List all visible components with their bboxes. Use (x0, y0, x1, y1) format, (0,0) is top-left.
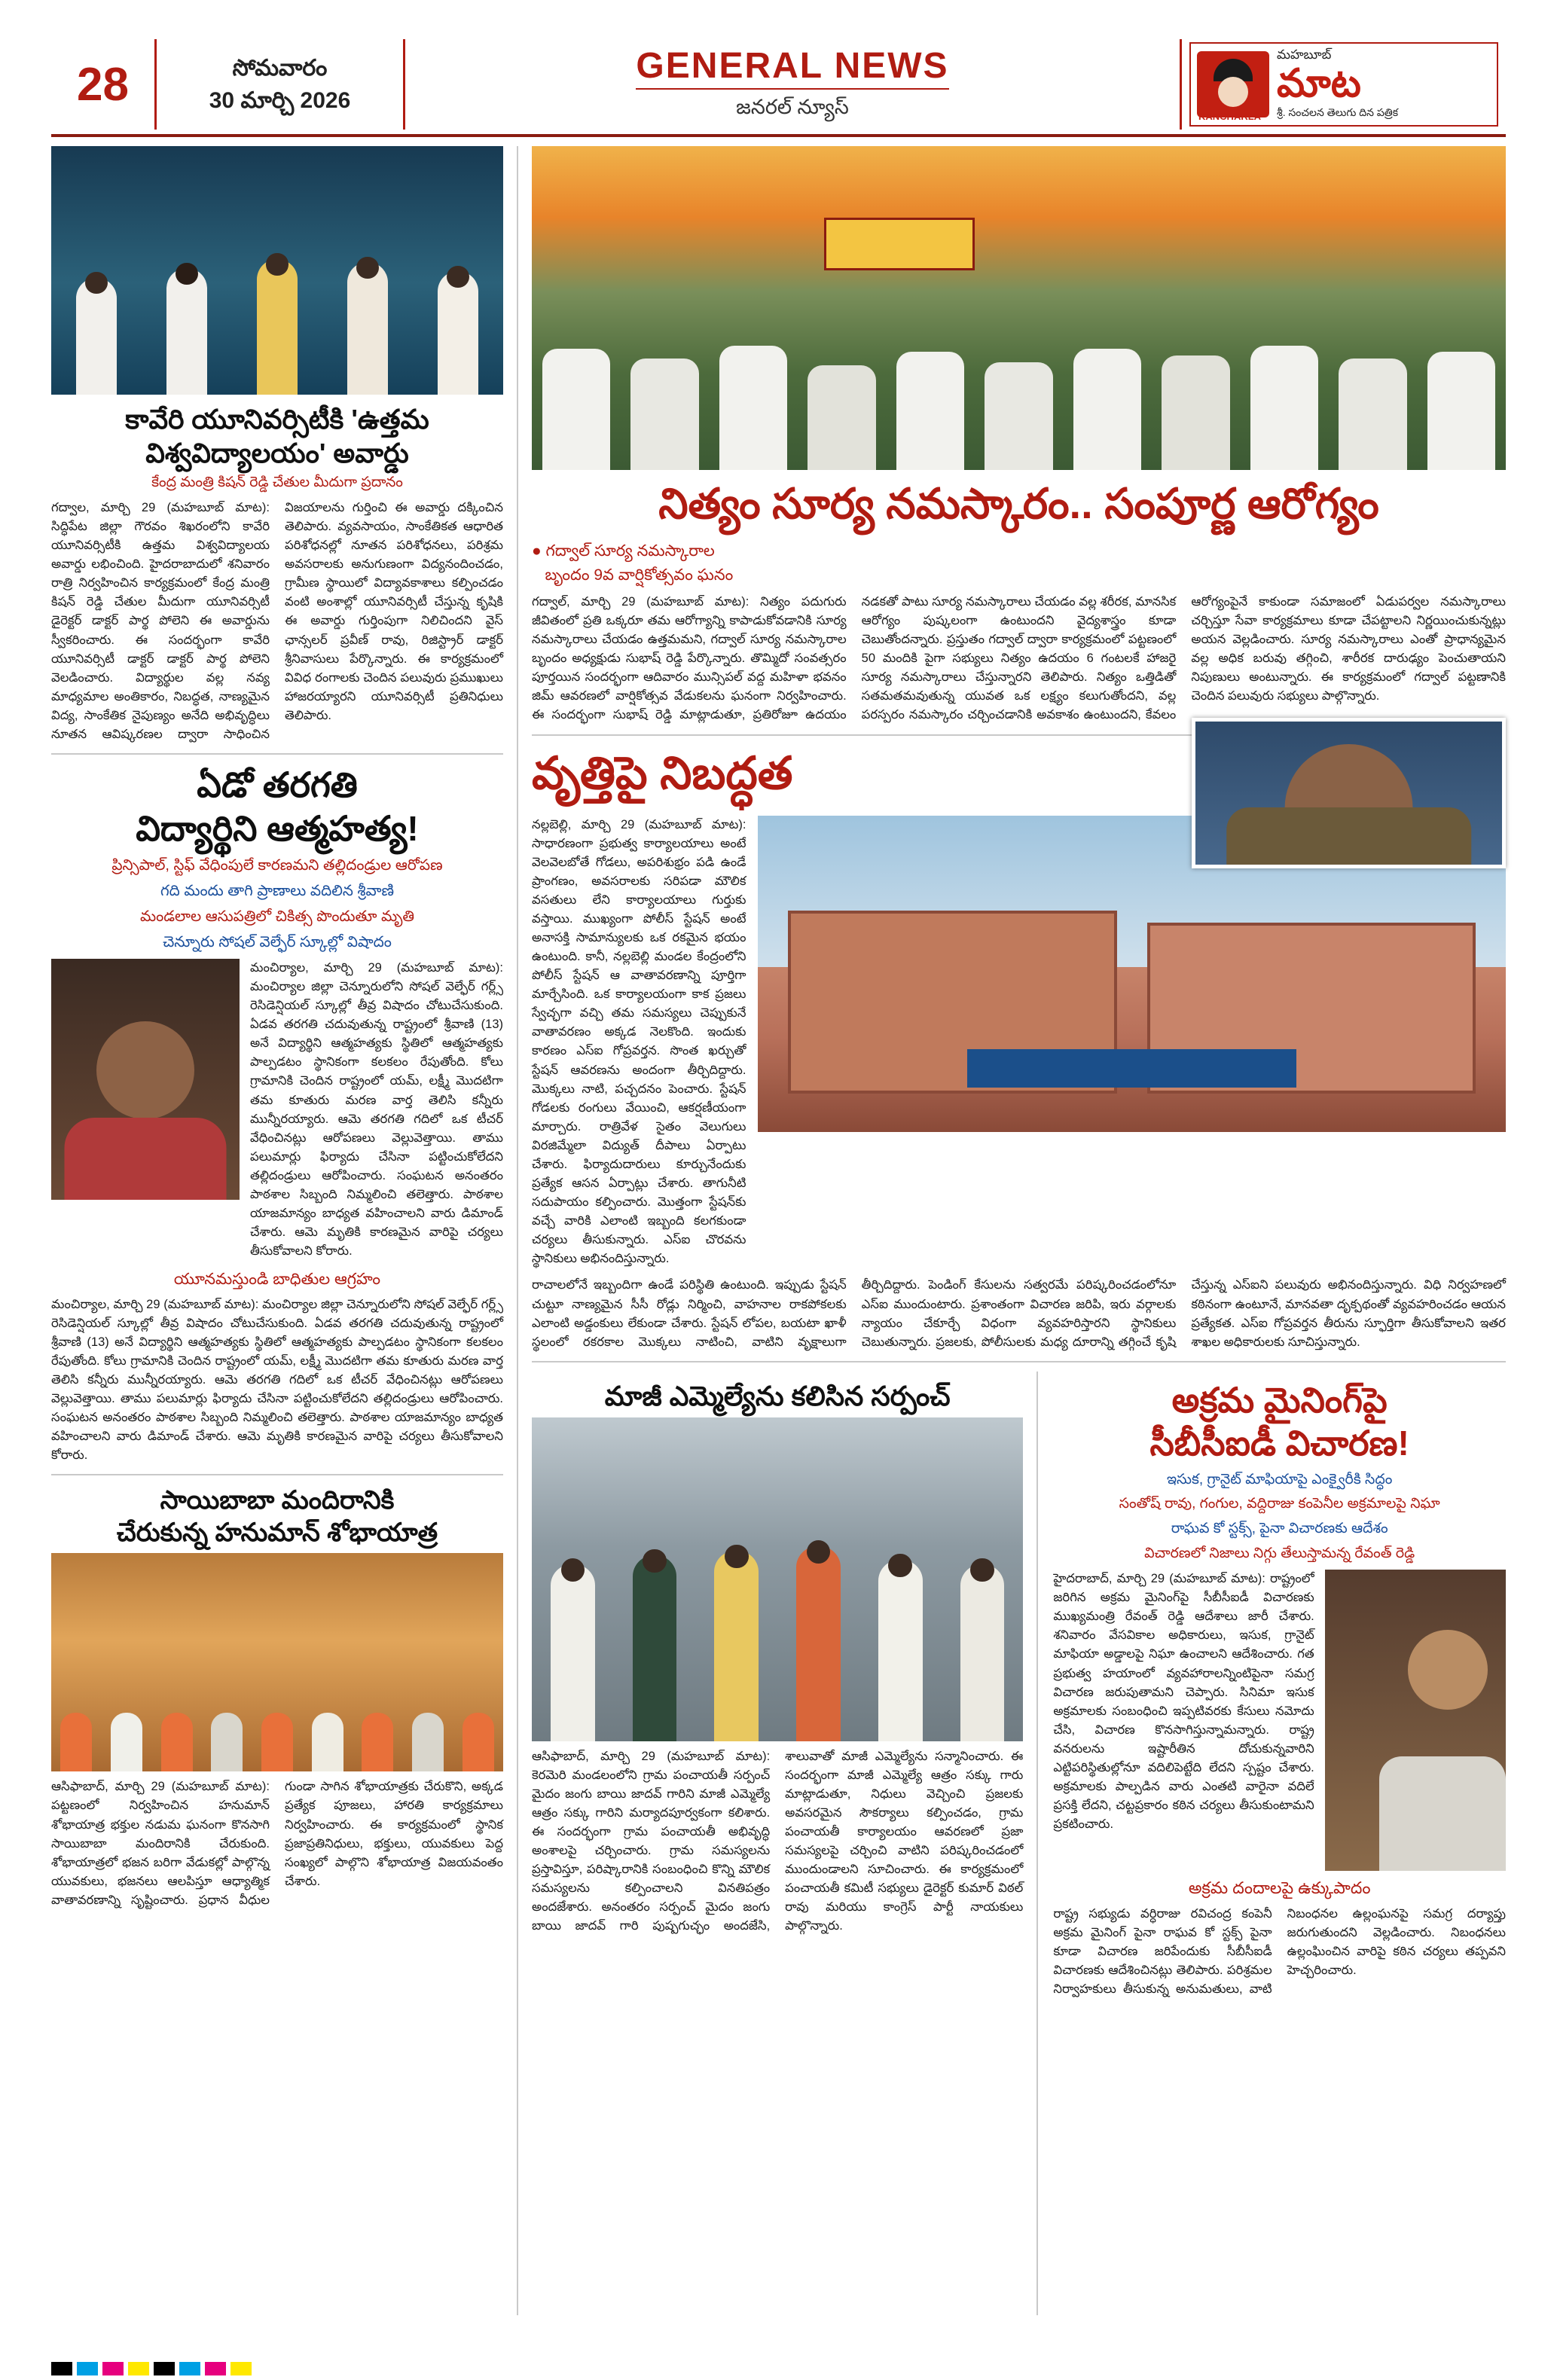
publication-date (157, 39, 405, 130)
duty-body-col1: నల్లబెల్లి, మార్చి 29 (మహబూబ్ మాట): సాధారణంగా ప్రభుత్వ కార్యాలయాలు అంటే వెలవెలబోతే గోడలు, అపరిశుభ్రం పడి ఉండే ప్రాంగణం, అవసరాలకు సరిపడా మౌలిక వసతులు లేని కార్యాలయాలు గుర్తుకు వస్తాయి. ముఖ్యంగా పోలీస్ స్టేషన్ అంటే అనాసక్తి సామాన్యులకు ఒక రకమైన భయం ఉంటుంది. కానీ, నల్లబెల్లి మండల కేంద్రంలోని పోలీస్ స్టేషన్ ఆ వాతావరణాన్ని పూర్తిగా మార్చేసింది. ఒక కార్యాలయంగా కాక ప్రజలు స్వేచ్ఛగా వచ్చి తమ సమస్యలు చెప్పుకునే వాతావరణం అక్కడ నెలకొంది. ఇందుకు కారణం ఎస్ఐ గోప్రవర్తన. సొంత ఖర్చుతో స్టేషన్ ఆవరణను అందంగా తీర్చిదిద్దారు. మొక్కలు నాటి, పచ్చదనం పెంచారు. స్టేషన్ గోడలకు రంగులు వేయించి, ఆకర్షణీయంగా మార్చారు. రాత్రివేళ సైతం వెలుగులు విరజిమ్మేలా విద్యుత్ దీపాలు ఏర్పాటు చేశారు. ఫిర్యాదుదారులు కూర్చునేందుకు ప్రత్యేక ఆసన ఏర్పాట్లు చేశారు. తాగునీటి సదుపాయం కల్పించారు. మొత్తంగా స్టేషన్‌కు వచ్చే వారికి ఎలాంటి ఇబ్బంది కలగకుండా చర్యలు తీసుకున్నారు. ఎస్ఐ చొరవను స్థానికులు అభినందిస్తున్నారు. (532, 817, 746, 1266)
hanuman-photo (51, 1553, 503, 1771)
hanuman-headline (51, 1484, 503, 1549)
sarpanch-headline: మాజీ ఎమ్మెల్యేను కలిసిన సర్పంచ్ (604, 1380, 951, 1411)
hanuman-body: ఆసిఫాబాద్, మార్చి 29 (మహబూబ్ మాట): పట్టణంలో నిర్వహించిన హనుమాన్ శోభాయాత్ర భక్తుల నడుమ ఘనంగా కొనసాగి సాయిబాబా మందిరానికి చేరుకుంది. శోభాయాత్రలో భజన బరిగా వేడుకల్లో పాల్గొన్న యువకులు, భజనలు ఆలపిస్తూ ఆధ్యాత్మిక వాతావరణాన్ని సృష్టించారు. ప్రధాన వీధుల గుండా సాగిన శోభాయాత్రకు చేరుకొని, అక్కడ ప్రత్యేక పూజలు, హారతి కార్యక్రమాలు నిర్వహించారు. ఈ కార్యక్రమంలో స్థానిక ప్రజాప్రతినిధులు, భక్తులు, యువకులు పెద్ద సంఖ్యలో పాల్గొని శోభాయాత్ర విజయవంతం చేశారు. (51, 1780, 503, 1907)
suicide-kicker-2: గది మందు తాగి ప్రాణాలు వదిలిన శ్రీవాణి (160, 883, 394, 900)
suicide-headline-line2: విద్యార్థిని ఆత్మహత్య! (136, 808, 419, 848)
column-left (51, 146, 518, 2315)
suicide-kicker-4: చెన్నూరు సోషల్ వెల్ఫేర్ స్కూల్లో విషాదం (163, 934, 392, 951)
logo-subtitle: శ్రీ. సంచలన తెలుగు దిన పత్రిక (1277, 105, 1399, 118)
masthead (51, 39, 1506, 137)
duty-body-rest: రాచాలలోనే ఇబ్బందిగా ఉండే పరిస్థితి ఉంటుంది. ఇప్పుడు స్టేషన్ చుట్టూ నాణ్యమైన సీసీ రోడ్లు నిర్మించి, వాహనాల రాకపోకలకు ఎలాంటి అడ్డంకులు లేకుండా చేశారు. స్టేషన్ లోపల, బయటా ఖాళీ స్థలంలో రకరకాల మొక్కలు నాటించి, వాటిని వృక్షాలుగా తీర్చిదిద్దారు. పెండింగ్ కేసులను సత్వరమే పరిష్కరించడంలోనూ ఎస్ఐ ముందుంటారు. ప్రశాంతంగా విచారణ జరిపి, ఇరు వర్గాలకు న్యాయం చేకూర్చే విధంగా వ్యవహరిస్తారని స్థానికులు చెబుతున్నారు. ప్రజలకు, పోలీసులకు మధ్య దూరాన్ని తగ్గించే కృషి చేస్తున్న ఎస్ఐని పలువురు అభినందిస్తున్నారు. విధి నిర్వహణలో కఠినంగా ఉంటూనే, మానవతా దృక్పథంతో వ్యవహరించడం ఆయన ప్రత్యేకత. ఎస్ఐ గోప్రవర్తన తీరును స్ఫూర్తిగా తీసుకోవాలని ఇతర శాఖల అధికారులకు సూచిస్తున్నారు. (532, 1278, 1506, 1349)
award-photo (51, 146, 503, 395)
logo-face-icon (1197, 51, 1269, 117)
yoga-bullet-2: బృందం 9వ వార్షికోత్సవం ఘనం (545, 566, 734, 584)
victim-photo (51, 959, 240, 1200)
sarpanch-body: ఆసిఫాబాద్, మార్చి 29 (మహబూబ్ మాట): కెరమెరి మండలంలోని గ్రామ పంచాయతీ సర్పంచ్ మైదం జంగు బాయి జాదవ్ గారిని మాజీ ఎమ్మెల్యే ఆత్రం సక్కు గారిని మర్యాదపూర్వకంగా కలిశారు. ఈ సందర్భంగా గ్రామ పంచాయతీ అభివృద్ధి అంశాలపై చర్చించారు. గ్రామ సమస్యలను ప్రస్తావిస్తూ, పరిష్కారానికి సంబంధించి కొన్ని మౌలిక సమస్యలను కల్పించాలని వినతిపత్రం అందజేశారు. అనంతరం సర్పంచ్ మైదం జంగు బాయి జాదవ్ గారి పుష్పగుచ్ఛం అందజేసి, శాలువాతో మాజీ ఎమ్మెల్యేను సన్మానించారు. ఈ సందర్భంగా మాజీ ఎమ్మెల్యే ఆత్రం సక్కు గారు మాట్లాడుతూ, నిధులు వెచ్చించి ప్రజలకు అవసరమైన సౌకర్యాలు కల్పించడం, గ్రామ పంచాయతీ కార్యాలయం ఆవరణలో ప్రజా సమస్యలపై చర్చించి వాటిని పరిష్కరించడంలో ముందుండాలని సూచించారు. ఈ కార్యక్రమంలో పంచాయతీ కమిటీ సభ్యులు డైరెక్టర్ కుమార్ విఠల్ రావు మరియు కాంగ్రెస్ పార్టీ నాయకులు పాల్గొన్నారు. (532, 1749, 1024, 1933)
column-right-area: నిత్యం సూర్య నమస్కారం.. సంపూర్ణ ఆరోగ్యం ● గద్వాల్ సూర్య నమస్కారాల బృందం 9వ వార్షికోత్సవం ఘనం గద్వాల్, మార్చి 29 (మహబూబ్ మాట): నిత్యం పదుగురు జీవితంలో ప్రతి ఒక్కరూ తమ ఆరోగ్యాన్ని కాపాడుకోవడానికి సూర్య నమస్కారాలు చేయడం ఉత్తమమని, గద్వాల్ సూర్య నమస్కారాల బృందం అధ్యక్షుడు సుభాష్ రెడ్డి పేర్కొన్నారు. తొమ్మిదో సంవత్సరం పూర్తయిన సందర్భంగా ఆదివారం మున్సిపల్ వద్ద మహిళా భవనం జిమ్ ఆవరణలో వార్షికోత్సవ వేడుకలను ఘనంగా నిర్వహించారు. ఈ సందర్భంగా సుభాష్ రెడ్డి మాట్లాడుతూ, ప్రతిరోజూ ఉదయం నడకతో పాటు సూర్య నమస్కారాలు చేయడం వల్ల శరీరక, మానసిక ఆరోగ్యం పుష్కలంగా ఉంటుందని వైద్యశాస్త్రం కూడా చెబుతోందన్నారు. ప్రస్తుతం గద్వాల్ ద్వారా కార్యక్రమంలో పట్టణంలో 50 మందికి పైగా సభ్యులు నిత్యం ఉదయం 6 గంటలకే హాజరై సూర్య నమస్కారాలు చేస్తున్నారని తెలిపారు. నిత్యం ఒత్తిడితో సతమతమవుతున్న యువత ఒక లక్ష్యం కలుగుతోందని, వల్ల పరస్పరం నమస్కారం చర్చించడానికి అవకాశం ఉంటుందని, కేవలం ఆరోగ్యంపైనే కాకుండా సమాజంలో ఏడుపర్వల నమస్కారాలు చర్చిస్తూ సేవా కార్యక్రమాలు కూడా చేపట్టాలని నిర్ణయించుకున్నట్లు అయన వెల్లడించారు. సూర్య నమస్కారాలు ఎంతో ప్రాధాన్యమైన వల్ల అధిక బరువు తగ్గించి, శారీరక దారుఢ్యం పెంచుతాయని నిపుణులు అంటున్నారు. ఈ కార్యక్రమంలో గద్వాల్ పట్టణానికి చెందిన పలువురు సభ్యులు పాల్గొన్నారు. వృత్తిపై నిబద్ధత నల్లబెల్లి, మార్చి 29 (మహబూబ్ మాట): సాధారణంగా ప్రభుత్వ కార్యాలయాలు అంటే వెలవెలబోతే గోడలు, అపరిశుభ్రం పడి ఉండే ప్రాంగణం, అవసరాలకు సరిపడా మౌలిక వసతులు లేని కార్యాలయాలు గుర్తుకు వస్తాయి. ముఖ్యంగా పోలీస్ స్టేషన్ అంటే అనాసక్తి సామాన్యులకు ఒక రకమైన భయం ఉంటుంది. కానీ, నల్లబెల్లి మండల కేంద్రంలోని పోలీస్ స్టేషన్ ఆ వాతావరణాన్ని పూర్తిగా మార్చేసింది. ఒక కార్యాలయంగా కాక ప్రజలు స్వేచ్ఛగా వచ్చి తమ సమస్యలు చెప్పుకునే వాతావరణం అక్కడ నెలకొంది. ఇందుకు కారణం ఎస్ఐ గోప్రవర్తన. సొంత ఖర్చుతో స్టేషన్ ఆవరణను అందంగా తీర్చిదిద్దారు. మొక్కలు నాటి, పచ్చదనం పెంచారు. స్టేషన్ గోడలకు రంగులు వేయించి, ఆకర్షణీయంగా మార్చారు. రాత్రివేళ సైతం వెలుగులు విరజిమ్మేలా విద్యుత్ దీపాలు ఏర్పాటు చేశారు. ఫిర్యాదుదారులు కూర్చునేందుకు ప్రత్యేక ఆసన ఏర్పాట్లు చేశారు. తాగునీటి సదుపాయం కల్పించారు. మొత్తంగా స్టేషన్‌కు వచ్చే వారికి ఎలాంటి ఇబ్బంది కలగకుండా చర్యలు తీసుకున్నారు. ఎస్ఐ చొరవను స్థానికులు అభినందిస్తున్నారు. రాచాలలోనే ఇబ్బందిగా ఉండే పరిస్థితి ఉంటుంది. ఇప్పుడు స్టేషన్ చుట్టూ నాణ్యమైన సీసీ రోడ్లు నిర్మించి, వాహనాల రాకపోకలకు ఎలాంటి అడ్డంకులు లేకుండా చేశారు. స్టేషన్ లోపల, బయటా ఖాళీ స్థలంలో రకరకాల మొక్కలు నాటించి, వాటిని వృక్షాలుగా తీర్చిదిద్దారు. పెండింగ్ కేసులను సత్వరమే పరిష్కరించడంలోనూ ఎస్ఐ ముందుంటారు. ప్రశాంతంగా విచారణ జరిపి, ఇరు వర్గాలకు న్యాయం చేకూర్చే విధంగా వ్యవహరిస్తారని స్థానికులు చెబుతున్నారు. ప్రజలకు, పోలీసులకు మధ్య దూరాన్ని తగ్గించే కృషి చేస్తున్న ఎస్ఐని పలువురు అభినందిస్తున్నారు. విధి నిర్వహణలో కఠినంగా ఉంటూనే, మానవతా దృక్పథంతో వ్యవహరించడం ఆయన ప్రత్యేకత. ఎస్ఐ గోప్రవర్తన తీరును స్ఫూర్తిగా తీసుకోవాలని ఇతర శాఖల అధికారులకు సూచిస్తున్నారు. మాజీ ఎమ్మెల్యేను కలిసిన సర్పంచ్ ఆసిఫాబాద్, మార్చి 29 (మహబూబ్ మాట): కెరమెరి మండలంలోని గ్రామ పంచాయతీ సర్పంచ్ మైదం జంగు బాయి జాదవ్ గారిని మాజీ ఎమ్మెల్యే ఆత్రం సక్కు గారిని మర్యాదపూర్వకంగా కలిశారు. ఈ సందర్భంగా గ్రామ పంచాయతీ అభివృద్ధి అంశాలపై చర్చించారు. గ్రామ సమస్యలను ప్రస్తావిస్తూ, పరిష్కారానికి సంబంధించి కొన్ని మౌలిక సమస్యలను కల్పించాలని వినతిపత్రం అందజేశారు. అనంతరం సర్పంచ్ మైదం జంగు బాయి జాదవ్ గారి పుష్పగుచ్ఛం అందజేసి, శాలువాతో మాజీ ఎమ్మెల్యేను సన్మానించారు. ఈ సందర్భంగా మాజీ ఎమ్మెల్యే ఆత్రం సక్కు గారు మాట్లాడుతూ, నిధులు వెచ్చించి ప్రజలకు అవసరమైన సౌకర్యాలు కల్పించడం, గ్రామ పంచాయతీ కార్యాలయం ఆవరణలో ప్రజా సమస్యలపై చర్చించి వాటిని పరిష్కరించడంలో ముందుండాలని సూచించారు. ఈ కార్యక్రమంలో పంచాయతీ కమిటీ సభ్యులు డైరెక్టర్ కుమార్ విఠల్ రావు మరియు కాంగ్రెస్ పార్టీ నాయకులు పాల్గొన్నారు. అక్రమ మైనింగ్‌పై సీబీసీఐడీ విచారణ! ఇసుక, గ్రానైట్ మాఫియాపై ఎంక్వైరీకి సిద్ధం సంతోష్ రావు, గంగుల, వద్దిరాజు కంపెనీల అక్రమాలపై నిఘా రాఘవ కో స్టక్స్, పైనా విచారణకు ఆదేశం విచారణలో నిజాలు నిగ్గు తేలుస్తామన్న రేవంత్ రెడ్డి హైదరాబాద్, మార్చి 29 (మహబూబ్ మాట): రాష్ట్రంలో జరిగిన అక్రమ మైనింగ్‌పై సీబీసీఐడీ విచారణకు ముఖ్యమంత్రి రేవంత్ రెడ్డి ఆదేశాలు జారీ చేశారు. శనివారం వేసవికాల అధికారులు, ఇసుక, గ్రానైట్ మాఫియా అడ్డాలపై నిఘా ఉంచాలని ఆదేశించారు. గత ప్రభుత్వ హయాంలో వ్యవహారాలన్నింటిపైనా సమగ్ర విచారణ జరుపుతామని చెప్పారు. సినిమా ఇసుక అక్రమాలకు సంబంధించి ఇప్పటివరకు కేసులు నమోదు చేసి, విచారణ కొనసాగిస్తున్నామన్నారు. రాష్ట్ర వనరులను ఇష్టారీతిన దోచుకున్నవారిని ఎట్టిపరిస్థితుల్లోనూ వదిలిపెట్టేది లేదని స్పష్టం చేశారు. అక్రమాలకు పాల్పడిన వారు ఎంతటి వారైనా వదిలే ప్రసక్తి లేదని, చట్టప్రకారం కఠిన చర్యలు తీసుకుంటామని ప్రకటించారు. అక్రమ దందాలపై ఉక్కుపాదం రాష్ట్ర సభ్యుడు వర్ధిరాజు రవిచంద్ర కంపెనీ అక్రమ మైనింగ్ పైనా రాఘవ కో స్టక్స్ పైనా కూడా విచారణ జరిపేందుకు సీబీసీఐడీ విచారణకు ఆదేశించినట్లు తెలిపారు. పరిశ్రమల నిర్వాహకులు తీసుకున్న అనుమతులు, వాటి నిబంధనల ఉల్లంఘనపై సమగ్ర దర్యాప్తు జరుగుతుందని వెల్లడించారు. నిబంధనలు ఉల్లంఘించిన వారిపై కఠిన చర్యలు తప్పవని హెచ్చరించారు. (518, 146, 1506, 2315)
suicide-body-part1: మంచిర్యాల, మార్చి 29 (మహబూబ్ మాట): మంచిర్యాల జిల్లా చెన్నూరులోని సోషల్ వెల్ఫేర్ గర్ల్స్ రెసిడెన్షియల్ స్కూల్లో తీవ్ర విషాదం చోటుచేసుకుంది. ఏడవ తరగతి చదువుతున్న రాష్ట్రంలో శ్రీవాణి (13) అనే విద్యార్థిని ఆత్మహత్యకు స్థితిలో ఆత్మహత్యకు పాల్పడటం స్థానికంగా కలకలం రేపుతోంది. కోలు గ్రామానికి చెందిన రాష్ట్రంలో యమ్, లక్ష్మీ మొదటిగా తమ కూతురు మరణ వార్త తెలిసి కన్నీరు మున్నీరయ్యారు. ఆమె తరగతి గదిలో ఒక టీచర్ వేధించినట్లు ఆరోపణలు వెల్లువెత్తాయి. తాము పలుమార్లు ఫిర్యాదు చేసినా పట్టించుకోలేదని తల్లిదండ్రులు ఆరోపించారు. సంఘటన అనంతరం పాఠశాల సిబ్బంది నిమ్మలించి తలెత్తారు. పాఠశాల యాజమాన్యం బాధ్యత వహించాలని వారు డిమాండ్ చేశారు. ఆమె మృతికి కారణమైన వారిపై చర్యలు తీసుకోవాలని కోరారు. (250, 961, 503, 1259)
color-registration-bars (51, 2362, 252, 2375)
mining-kicker-1: ఇసుక, గ్రానైట్ మాఫియాపై ఎంక్వైరీకి సిద్ధం (1166, 1471, 1393, 1488)
suicide-headline-line1: ఏడో తరగతి (197, 765, 358, 805)
officer-photo (1192, 718, 1506, 868)
date-label: 30 మార్చి 2026 (209, 88, 351, 113)
award-subhead: కేంద్ర మంత్రి కిషన్ రెడ్డి చేతుల మీదుగా ప్రదానం (151, 474, 403, 490)
logo-top-text: మహబూబ్ (1277, 47, 1332, 63)
weekday-label: సోమవారం (232, 55, 328, 81)
suicide-subsection-title: యూనమస్తుండి బాధితుల ఆగ్రహం (173, 1271, 381, 1289)
suicide-headline (51, 764, 503, 850)
logo-main-text: మాట (1277, 62, 1361, 106)
mining-subhead: అక్రమ దందాలపై ఉక్కుపాదం (1188, 1878, 1371, 1898)
yoga-bullet-1: గద్వాల్ సూర్య నమస్కారాల (545, 542, 715, 560)
mining-headline (1053, 1379, 1506, 1466)
duty-headline: వృత్తిపై నిబద్ధత (532, 747, 793, 798)
section-title (405, 39, 1182, 130)
award-body: గద్వాల, మార్చి 29 (మహబూబ్ మాట): సిద్ధిపేట జిల్లా గౌరవం శిఖరంలోని కావేరి యూనివర్సిటీకి ఉత్తమ విశ్వవిద్యాలయ అవార్డు లభించింది. హైదరాబాదులో శనివారం రాత్రి నిర్వహించిన కార్యక్రమంలో కేంద్ర మంత్రి కిషన్ రెడ్డి చేతుల మీదుగా యూనివర్సిటీ డైరెక్టర్ డాక్టర్ పార్థ పోలెని ఈ అవార్డును స్వీకరించారు. ఈ సందర్భంగా కావేరి యూనివర్సిటీ డాక్టర్ డాక్టర్ పార్థ పోలెని వెలడించారు. విద్యార్థుల వల్ల నవ్య మాధ్యమాల అంతికారం, నిబద్ధత, నాణ్యమైన విద్య, సాంకేతిక నైపుణ్యం అనేది అభివృద్ధిలు నూతన ఆవిష్కరణల ద్వారా సాధించిన విజయాలను గుర్తించి ఈ అవార్డు దక్కించిన తెలిపారు. వ్యవసాయం, సాంకేతికత ఆధారిత పరిశోధనల్లో నూతన పరిశోధనలు, పరిశ్రమ అవసరాలకు అనుగుణంగా విద్యనందించడం, గ్రామీణ స్థాయిలో విద్యావకాశాలు కల్పించడం వంటి అంశాల్లో యూనివర్సిటీ చేస్తున్న కృషికి ఈ అవార్డు గుర్తింపుగా నిలిచిందని వైస్ ఛాన్సలర్ ప్రవీణ్ రావు, రిజిస్ట్రార్ డాక్టర్ శ్రీనివాసులు పేర్కొన్నారు. ఈ కార్యక్రమంలో వివిధ రంగాలకు చెందిన పలువురు ప్రముఖులు హాజరయ్యారని యూనివర్సిటీ ప్రతినిధులు తెలిపారు. (51, 501, 503, 741)
yoga-body: గద్వాల్, మార్చి 29 (మహబూబ్ మాట): నిత్యం పదుగురు జీవితంలో ప్రతి ఒక్కరూ తమ ఆరోగ్యాన్ని కాపాడుకోవడానికి సూర్య నమస్కారాలు చేయడం ఉత్తమమని, గద్వాల్ సూర్య నమస్కారాల బృందం అధ్యక్షుడు సుభాష్ రెడ్డి పేర్కొన్నారు. తొమ్మిదో సంవత్సరం పూర్తయిన సందర్భంగా ఆదివారం మున్సిపల్ వద్ద మహిళా భవనం జిమ్ ఆవరణలో వార్షికోత్సవ వేడుకలను ఘనంగా నిర్వహించారు. ఈ సందర్భంగా సుభాష్ రెడ్డి మాట్లాడుతూ, ప్రతిరోజూ ఉదయం నడకతో పాటు సూర్య నమస్కారాలు చేయడం వల్ల శరీరక, మానసిక ఆరోగ్యం పుష్కలంగా ఉంటుందని వైద్యశాస్త్రం కూడా చెబుతోందన్నారు. ప్రస్తుతం గద్వాల్ ద్వారా కార్యక్రమంలో పట్టణంలో 50 మందికి పైగా సభ్యులు నిత్యం ఉదయం 6 గంటలకే హాజరై సూర్య నమస్కారాలు చేస్తున్నారని తెలిపారు. నిత్యం ఒత్తిడితో సతమతమవుతున్న యువత ఒక లక్ష్యం కలుగుతోందని, వల్ల పరస్పరం నమస్కారం చర్చించడానికి అవకాశం ఉంటుందని, కేవలం ఆరోగ్యంపైనే కాకుండా సమాజంలో ఏడుపర్వల నమస్కారాలు చర్చిస్తూ సేవా కార్యక్రమాలు కూడా చేపట్టాలని నిర్ణయించుకున్నట్లు అయన వెల్లడించారు. సూర్య నమస్కారాలు ఎంతో ప్రాధాన్యమైన వల్ల అధిక బరువు తగ్గించి, శారీరక దారుఢ్యం పెంచుతాయని నిపుణులు అంటున్నారు. ఈ కార్యక్రమంలో గద్వాల్ పట్టణానికి చెందిన పలువురు సభ్యులు పాల్గొన్నారు. (532, 595, 1506, 722)
mining-kicker-4: విచారణలో నిజాలు నిగ్గు తేలుస్తామన్న రేవంత్ రెడ్డి (1144, 1545, 1415, 1561)
cm-photo (1325, 1570, 1506, 1871)
suicide-kicker-1: ప్రిన్సిపాల్, స్టిఫ్ వేధింపులే కారణమని తల్లిదండ్రుల ఆరోపణ (111, 857, 443, 874)
page-number: 28 (51, 39, 157, 130)
publication-logo (1182, 39, 1506, 130)
mining-body-part1: హైదరాబాద్, మార్చి 29 (మహబూబ్ మాట): రాష్ట్రంలో జరిగిన అక్రమ మైనింగ్‌పై సీబీసీఐడీ విచారణకు ముఖ్యమంత్రి రేవంత్ రెడ్డి ఆదేశాలు జారీ చేశారు. శనివారం వేసవికాల అధికారులు, ఇసుక, గ్రానైట్ మాఫియా అడ్డాలపై నిఘా ఉంచాలని ఆదేశించారు. గత ప్రభుత్వ హయాంలో వ్యవహారాలన్నింటిపైనా సమగ్ర విచారణ జరుపుతామని చెప్పారు. సినిమా ఇసుక అక్రమాలకు సంబంధించి ఇప్పటివరకు కేసులు నమోదు చేసి, విచారణ కొనసాగిస్తున్నామన్నారు. రాష్ట్ర వనరులను ఇష్టారీతిన దోచుకున్నవారిని ఎట్టిపరిస్థితుల్లోనూ వదిలిపెట్టేది లేదని స్పష్టం చేశారు. అక్రమాలకు పాల్పడిన వారు ఎంతటి వారైనా వదిలే ప్రసక్తి లేదని, చట్టప్రకారం కఠిన చర్యలు తీసుకుంటామని ప్రకటించారు. (1053, 1572, 1314, 1832)
section-title-en: GENERAL NEWS (636, 45, 948, 90)
mining-body-part2: రాష్ట్ర సభ్యుడు వర్ధిరాజు రవిచంద్ర కంపెనీ అక్రమ మైనింగ్ పైనా రాఘవ కో స్టక్స్ పైనా కూడా విచారణ జరిపేందుకు సీబీసీఐడీ విచారణకు ఆదేశించినట్లు తెలిపారు. పరిశ్రమల నిర్వాహకులు తీసుకున్న అనుమతులు, వాటి నిబంధనల ఉల్లంఘనపై సమగ్ర దర్యాప్తు జరుగుతుందని వెల్లడించారు. నిబంధనలు ఉల్లంఘించిన వారిపై కఠిన చర్యలు తప్పవని హెచ్చరించారు. (1053, 1906, 1506, 1997)
logo-brand: KANCHARLA (1198, 111, 1262, 122)
mining-headline-line1: అక్రమ మైనింగ్‌పై (1171, 1380, 1388, 1420)
mining-headline-line2: సీబీసీఐడీ విచారణ! (1149, 1423, 1409, 1463)
mining-kicker-3: రాఘవ కో స్టక్స్, పైనా విచారణకు ఆదేశం (1171, 1520, 1388, 1536)
yoga-headline: నిత్యం సూర్య నమస్కారం.. సంపూర్ణ ఆరోగ్యం (658, 480, 1379, 527)
award-headline (51, 402, 503, 470)
award-headline-line2: విశ్వవిద్యాలయం' అవార్డు (145, 438, 409, 468)
mining-story (1053, 1372, 1506, 2315)
award-headline-line1: కావేరి యూనివర్సిటీకి 'ఉత్తమ (125, 404, 429, 435)
sarpanch-story (532, 1372, 1038, 2315)
suicide-body-part2: మంచిర్యాల, మార్చి 29 (మహబూబ్ మాట): మంచిర్యాల జిల్లా చెన్నూరులోని సోషల్ వెల్ఫేర్ గర్ల్స్ రెసిడెన్షియల్ స్కూల్లో తీవ్ర విషాదం చోటుచేసుకుంది. ఏడవ తరగతి చదువుతున్న రాష్ట్రంలో శ్రీవాణి (13) అనే విద్యార్థిని ఆత్మహత్యకు స్థితిలో ఆత్మహత్యకు పాల్పడటం స్థానికంగా కలకలం రేపుతోంది. కోలు గ్రామానికి చెందిన రాష్ట్రంలో యమ్, లక్ష్మీ మొదటిగా తమ కూతురు మరణ వార్త తెలిసి కన్నీరు మున్నీరయ్యారు. ఆమె తరగతి గదిలో ఒక టీచర్ వేధించినట్లు ఆరోపణలు వెల్లువెత్తాయి. తాము పలుమార్లు ఫిర్యాదు చేసినా పట్టించుకోలేదని తల్లిదండ్రులు ఆరోపించారు. సంఘటన అనంతరం పాఠశాల సిబ్బంది నిమ్మలించి తలెత్తారు. పాఠశాల యాజమాన్యం బాధ్యత వహించాలని వారు డిమాండ్ చేశారు. ఆమె మృతికి కారణమైన వారిపై చర్యలు తీసుకోవాలని కోరారు. (51, 1297, 503, 1463)
yoga-photo (532, 146, 1506, 470)
section-title-te: జనరల్ న్యూస్ (736, 95, 849, 118)
hanuman-headline-line1: సాయిబాబా మందిరానికి (160, 1486, 395, 1515)
suicide-kicker-3: మండలాల ఆసుపత్రిలో చికిత్స పొందుతూ మృతి (139, 908, 415, 926)
sarpanch-photo (532, 1417, 1023, 1741)
hanuman-headline-line2: చేరుకున్న హనుమాన్ శోభాయాత్ర (116, 1518, 438, 1547)
mining-kicker-2: సంతోష్ రావు, గంగుల, వద్దిరాజు కంపెనీల అక్రమాలపై నిఘా (1119, 1496, 1440, 1512)
